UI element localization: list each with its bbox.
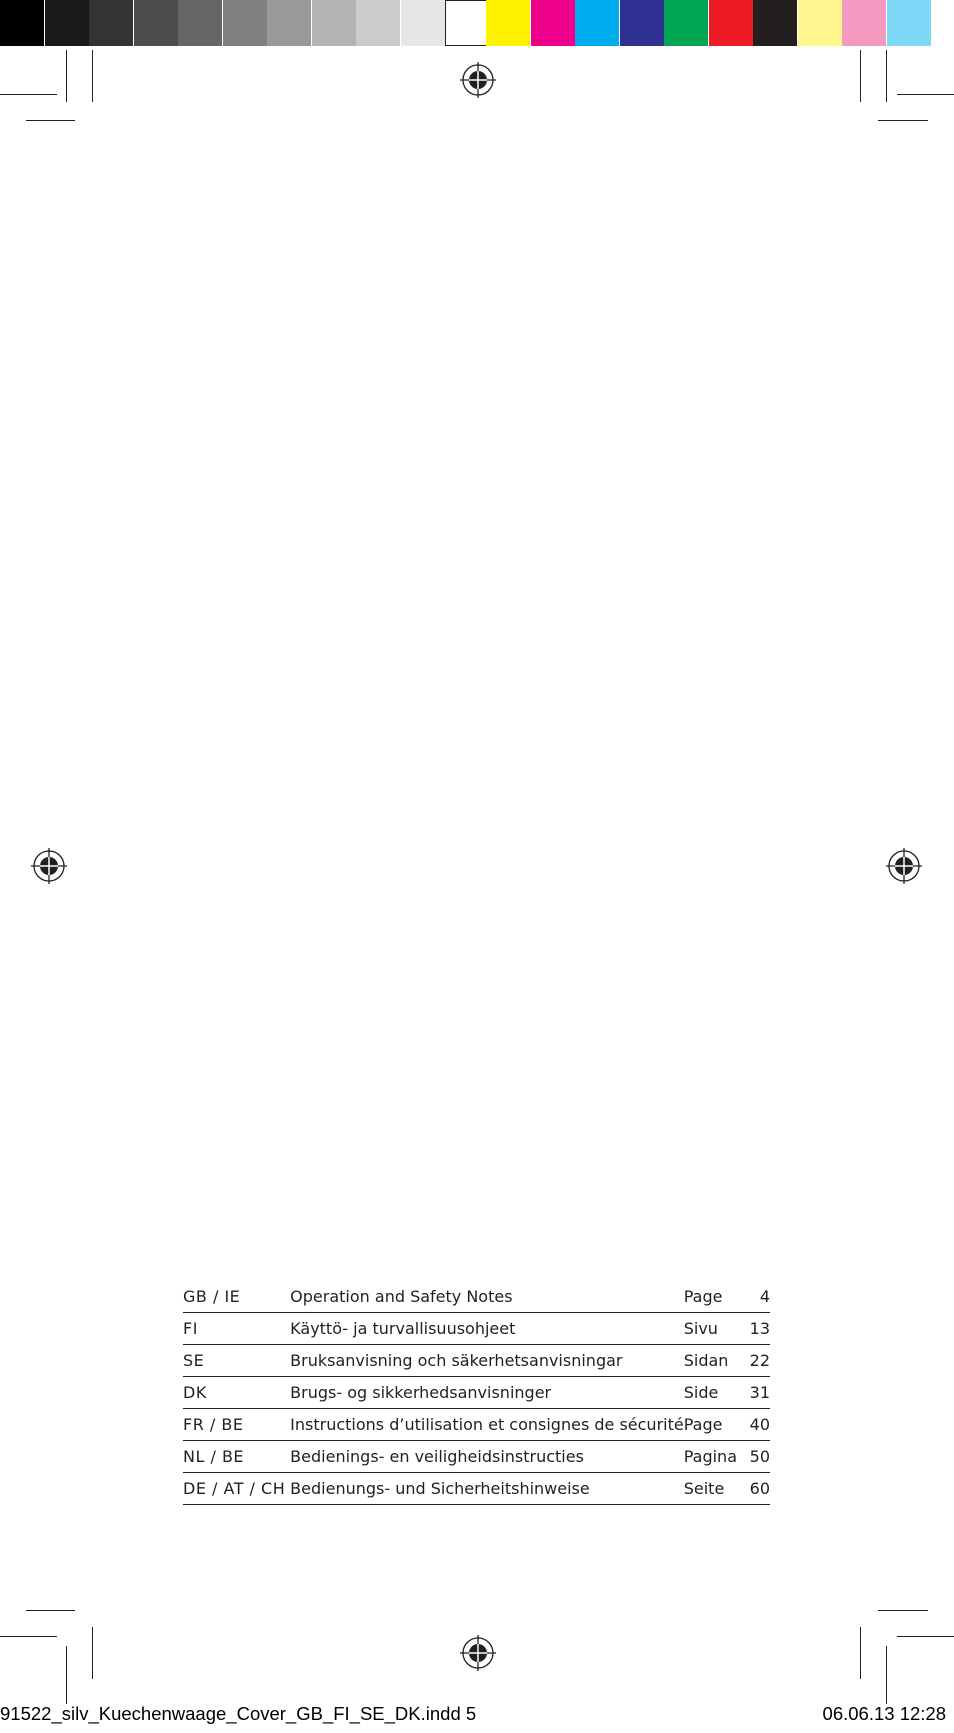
process-color-swatch <box>753 0 797 46</box>
toc-language-code: DK <box>183 1377 290 1409</box>
process-color-swatch <box>531 0 575 46</box>
toc-row <box>183 1313 770 1345</box>
process-color-swatch <box>620 0 664 46</box>
toc-section-title: Operation and Safety Notes <box>290 1281 684 1313</box>
language-index-table <box>183 1281 770 1505</box>
toc-language-code: FR / BE <box>183 1409 290 1441</box>
toc-section-title: Brugs- og sikkerhedsanvisninger <box>290 1377 684 1409</box>
slug-filename: 91522_silv_Kuechenwaage_Cover_GB_FI_SE_DK.indd 5 <box>0 1703 477 1724</box>
toc-page-label: Seite <box>684 1473 750 1505</box>
gray-swatch <box>89 0 133 46</box>
crop-mark <box>66 50 67 102</box>
gray-swatch <box>45 0 89 46</box>
registration-mark-icon <box>458 1633 498 1673</box>
toc-page-number: 50 <box>750 1441 770 1473</box>
registration-mark-icon <box>458 60 498 100</box>
process-color-swatch <box>887 0 931 46</box>
toc-page-label: Pagina <box>684 1441 750 1473</box>
crop-mark <box>897 1636 954 1637</box>
crop-mark <box>0 94 57 95</box>
crop-mark <box>0 1636 57 1637</box>
crop-mark <box>897 94 954 95</box>
toc-page-label: Page <box>684 1281 750 1313</box>
crop-mark <box>886 50 887 102</box>
gray-swatch <box>267 0 311 46</box>
toc-page-number: 22 <box>750 1345 770 1377</box>
gray-swatch <box>134 0 178 46</box>
toc-page-number: 4 <box>750 1281 770 1313</box>
gray-swatch <box>401 0 445 46</box>
crop-mark <box>26 1610 75 1611</box>
gray-swatch <box>312 0 356 46</box>
toc-row <box>183 1345 770 1377</box>
process-color-swatch <box>709 0 753 46</box>
toc-row <box>183 1377 770 1409</box>
toc-page-label: Sidan <box>684 1345 750 1377</box>
crop-mark <box>878 1610 928 1611</box>
toc-language-code: GB / IE <box>183 1281 290 1313</box>
crop-mark <box>92 50 93 102</box>
toc-page-label: Sivu <box>684 1313 750 1345</box>
toc-row <box>183 1281 770 1313</box>
toc-page-label: Side <box>684 1377 750 1409</box>
toc-section-title: Bedienungs- und Sicherheitshinweise <box>290 1473 684 1505</box>
toc-language-code: FI <box>183 1313 290 1345</box>
color-control-bar <box>0 0 954 50</box>
gray-swatch <box>0 0 44 46</box>
gray-swatch <box>445 0 489 46</box>
toc-row <box>183 1441 770 1473</box>
toc-page-label: Page <box>684 1409 750 1441</box>
toc-section-title: Instructions d’utilisation et consignes de sécurité <box>290 1409 684 1441</box>
crop-mark <box>886 1646 887 1704</box>
toc-language-code: NL / BE <box>183 1441 290 1473</box>
slug-datetime: 06.06.13 12:28 <box>822 1703 946 1724</box>
gray-swatch <box>356 0 400 46</box>
toc-page-number: 40 <box>750 1409 770 1441</box>
toc-section-title: Käyttö- ja turvallisuusohjeet <box>290 1313 684 1345</box>
toc-page-number: 60 <box>750 1473 770 1505</box>
toc-row <box>183 1409 770 1441</box>
crop-mark <box>66 1646 67 1704</box>
process-color-swatch <box>664 0 708 46</box>
toc-page-number: 31 <box>750 1377 770 1409</box>
toc-language-code: DE / AT / CH <box>183 1473 290 1505</box>
crop-mark <box>92 1627 93 1679</box>
crop-mark <box>860 50 861 102</box>
crop-mark <box>860 1627 861 1679</box>
toc-section-title: Bedienings- en veiligheidsinstructies <box>290 1441 684 1473</box>
process-color-swatch <box>842 0 886 46</box>
toc-section-title: Bruksanvisning och säkerhetsanvisningar <box>290 1345 684 1377</box>
toc-page-number: 13 <box>750 1313 770 1345</box>
gray-swatch <box>178 0 222 46</box>
process-color-swatch <box>575 0 619 46</box>
process-color-swatch <box>486 0 530 46</box>
crop-mark <box>26 120 75 121</box>
toc-language-code: SE <box>183 1345 290 1377</box>
gray-swatch <box>223 0 267 46</box>
process-color-swatch <box>798 0 842 46</box>
crop-mark <box>878 120 928 121</box>
toc-row <box>183 1473 770 1505</box>
registration-mark-icon <box>29 846 69 886</box>
registration-mark-icon <box>884 846 924 886</box>
